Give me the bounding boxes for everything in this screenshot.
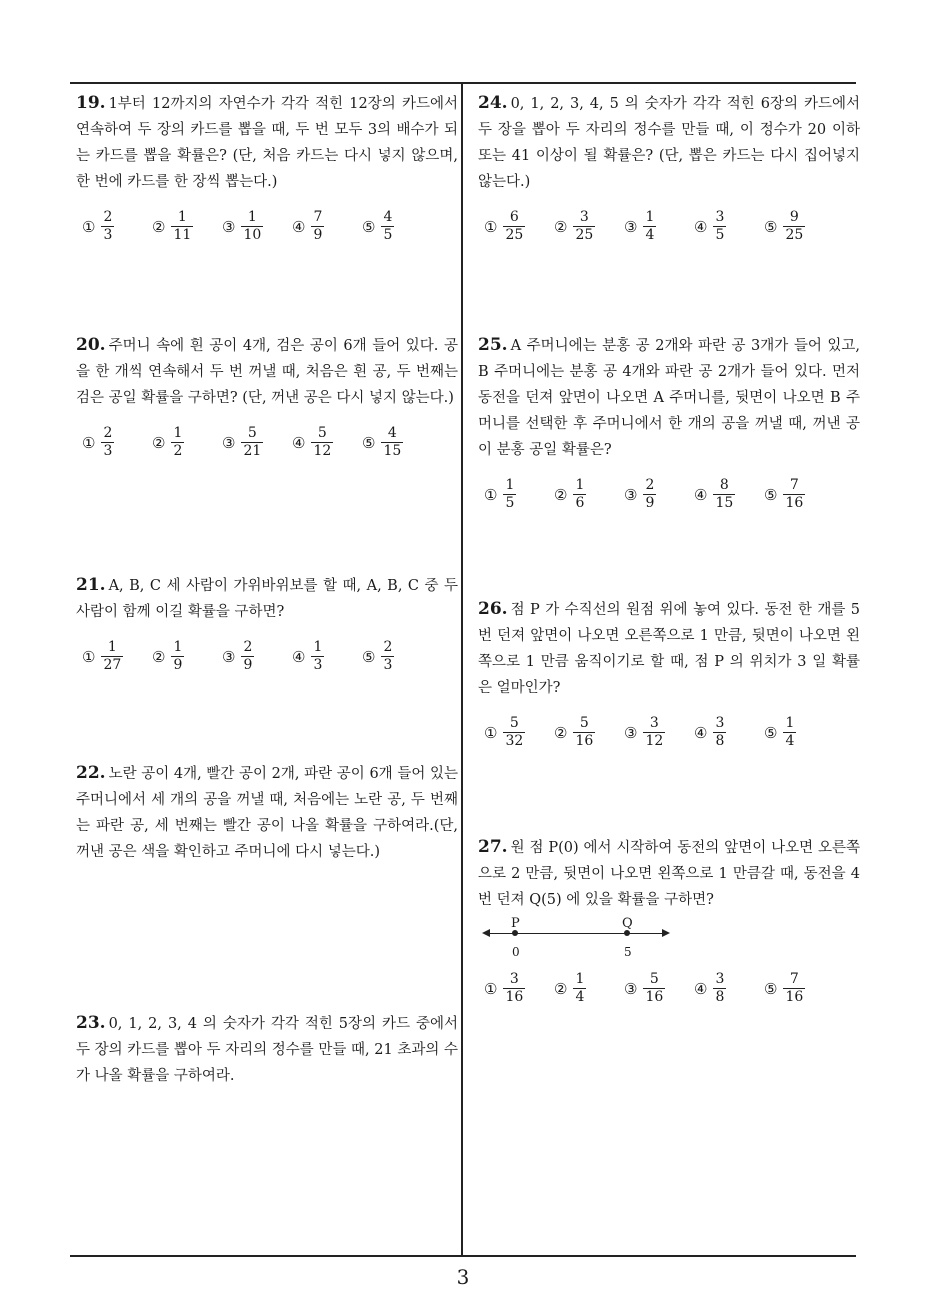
choice-marker: ③	[624, 723, 638, 742]
numerator: 3	[509, 971, 519, 987]
choice-marker: ⑤	[362, 433, 376, 452]
choice-marker: ②	[554, 723, 568, 742]
answer-choices	[76, 425, 458, 460]
choice-marker: ③	[222, 433, 236, 452]
choice-3[interactable]	[624, 209, 694, 244]
answer-choices	[478, 971, 860, 1006]
denominator: 16	[785, 989, 804, 1005]
answer-choices	[76, 209, 458, 244]
choice-3[interactable]	[624, 971, 694, 1006]
numerator: 2	[243, 639, 253, 655]
fraction	[783, 971, 805, 1006]
right-arrow-icon	[662, 929, 670, 937]
numerator: 1	[575, 477, 585, 493]
fraction	[713, 209, 726, 244]
fraction	[171, 639, 184, 674]
numerator: 5	[509, 715, 519, 731]
choice-4[interactable]	[292, 209, 362, 244]
problem-26-text	[478, 596, 860, 701]
numerator: 2	[383, 639, 393, 655]
problem-22-text	[76, 760, 458, 865]
fraction	[643, 971, 665, 1006]
choice-1[interactable]	[82, 425, 152, 460]
denominator: 12	[645, 733, 664, 749]
denominator: 3	[313, 657, 323, 673]
fraction	[783, 209, 805, 244]
denominator: 25	[505, 227, 524, 243]
fraction	[713, 971, 726, 1006]
numerator: 7	[789, 477, 799, 493]
numerator: 1	[107, 639, 117, 655]
choice-2[interactable]	[554, 477, 624, 512]
denominator: 9	[313, 227, 323, 243]
choice-4[interactable]	[292, 639, 362, 674]
denominator: 16	[785, 495, 804, 511]
problem-statement: 노란 공이 4개, 빨간 공이 2개, 파란 공이 6개 들어 있는 주머니에서 세 개의 공을 꺼낼 때, 처음에는 노란 공, 두 번째는 파란 공, 세 번째는 빨간 공이 나올 확률을 구하여라.(단, 꺼낸 공은 색을 확인하고 주머니에 다시 넣는다.)	[76, 766, 458, 860]
choice-4[interactable]	[694, 477, 764, 512]
problem-statement: 0, 1, 2, 3, 4, 5 의 숫자가 각각 적힌 6장의 카드에서 두 장을 뽑아 두 자리의 정수를 만들 때, 이 정수가 20 이하 또는 41 이상이 될 확률은? (단, 뽑은 카드는 다시 집어넣지 않는다.)	[478, 96, 860, 190]
numerator: 1	[645, 209, 655, 225]
denominator: 5	[383, 227, 393, 243]
problem-number: 22.	[76, 763, 106, 783]
fraction	[101, 425, 114, 460]
answer-choices	[478, 209, 860, 244]
denominator: 12	[313, 443, 332, 459]
choice-5[interactable]	[764, 715, 834, 750]
choice-marker: ⑤	[362, 647, 376, 666]
denominator: 4	[575, 989, 585, 1005]
denominator: 5	[505, 495, 515, 511]
numerator: 1	[247, 209, 257, 225]
numerator: 1	[177, 209, 187, 225]
fraction	[241, 425, 263, 460]
choice-4[interactable]	[694, 209, 764, 244]
fraction	[311, 209, 324, 244]
choice-marker: ①	[484, 979, 498, 998]
choice-marker: ①	[484, 723, 498, 742]
choice-marker: ①	[484, 485, 498, 504]
denominator: 16	[645, 989, 664, 1005]
denominator: 15	[383, 443, 402, 459]
denominator: 4	[785, 733, 795, 749]
choice-marker: ④	[694, 979, 708, 998]
problem-26	[478, 596, 860, 750]
numerator: 5	[247, 425, 257, 441]
choice-marker: ①	[484, 217, 498, 236]
fraction	[643, 715, 665, 750]
choice-marker: ①	[82, 647, 96, 666]
denominator: 16	[575, 733, 594, 749]
fraction	[503, 477, 516, 512]
denominator: 32	[505, 733, 524, 749]
choice-marker: ④	[694, 485, 708, 504]
denominator: 9	[243, 657, 253, 673]
choice-1[interactable]	[484, 477, 554, 512]
problem-number: 26.	[478, 599, 508, 619]
problem-23-text	[76, 1010, 458, 1089]
left-arrow-icon	[482, 929, 490, 937]
problem-24	[478, 90, 860, 244]
denominator: 3	[103, 443, 113, 459]
denominator: 27	[103, 657, 122, 673]
choice-marker: ④	[292, 217, 306, 236]
numerator: 2	[103, 425, 113, 441]
fraction	[381, 425, 403, 460]
choice-2[interactable]	[152, 639, 222, 674]
fraction	[783, 715, 796, 750]
fraction	[573, 477, 586, 512]
denominator: 3	[383, 657, 393, 673]
choice-3[interactable]	[222, 425, 292, 460]
denominator: 25	[785, 227, 804, 243]
choice-2[interactable]	[554, 209, 624, 244]
choice-3[interactable]	[222, 639, 292, 674]
numerator: 3	[579, 209, 589, 225]
choice-3[interactable]	[624, 715, 694, 750]
denominator: 2	[173, 443, 183, 459]
numerator: 8	[719, 477, 729, 493]
choice-marker: ②	[152, 217, 166, 236]
choice-2[interactable]	[554, 715, 624, 750]
answer-choices	[478, 715, 860, 750]
answer-choices	[76, 639, 458, 674]
choice-5[interactable]	[362, 639, 432, 674]
numerator: 7	[313, 209, 323, 225]
choice-5[interactable]	[362, 425, 432, 460]
problem-27-text	[478, 834, 860, 913]
point-q-label: Q	[622, 916, 633, 931]
problem-20-text	[76, 332, 458, 411]
fraction	[503, 971, 525, 1006]
problem-statement: 주머니 속에 흰 공이 4개, 검은 공이 6개 들어 있다. 공을 한 개씩 연속해서 두 번 꺼낼 때, 처음은 흰 공, 두 번째는 검은 공일 확률을 구하면? (단, 꺼낸 공은 다시 넣지 않는다.)	[76, 338, 458, 406]
numerator: 2	[103, 209, 113, 225]
fraction	[241, 209, 263, 244]
numerator: 7	[789, 971, 799, 987]
choice-marker: ①	[82, 217, 96, 236]
problem-23	[76, 1010, 458, 1089]
choice-marker: ⑤	[362, 217, 376, 236]
choice-marker: ②	[554, 979, 568, 998]
fraction	[643, 209, 656, 244]
fraction	[241, 639, 254, 674]
fraction	[503, 209, 525, 244]
choice-4[interactable]	[694, 715, 764, 750]
numerator: 1	[173, 425, 183, 441]
choice-marker: ①	[82, 433, 96, 452]
choice-5[interactable]	[764, 971, 834, 1006]
problem-statement: 원 점 P(0) 에서 시작하여 동전의 앞면이 나오면 오른쪽으로 2 만큼, 뒷면이 나오면 왼쪽으로 1 만큼갈 때, 동전을 4 번 던져 Q(5) 에 있을 확률을 구하면?	[478, 840, 860, 908]
problem-number: 23.	[76, 1013, 106, 1033]
choice-marker: ⑤	[764, 485, 778, 504]
choice-marker: ③	[222, 647, 236, 666]
choice-4[interactable]	[292, 425, 362, 460]
choice-marker: ②	[152, 647, 166, 666]
problem-27	[478, 834, 860, 1006]
number-line-diagram	[482, 913, 682, 959]
numerator: 4	[387, 425, 397, 441]
choice-2[interactable]	[152, 425, 222, 460]
denominator: 11	[173, 227, 192, 243]
choice-marker: ⑤	[764, 217, 778, 236]
denominator: 3	[103, 227, 113, 243]
numerator: 3	[715, 715, 725, 731]
numerator: 3	[649, 715, 659, 731]
choice-2[interactable]	[152, 209, 222, 244]
choice-1[interactable]	[484, 209, 554, 244]
problem-number: 20.	[76, 335, 106, 355]
choice-marker: ③	[624, 485, 638, 504]
numerator: 1	[785, 715, 795, 731]
fraction	[101, 209, 114, 244]
denominator: 10	[243, 227, 262, 243]
choice-marker: ③	[624, 979, 638, 998]
choice-4[interactable]	[694, 971, 764, 1006]
choice-5[interactable]	[764, 477, 834, 512]
numerator: 2	[645, 477, 655, 493]
point-p-label: P	[511, 916, 520, 931]
problem-statement: 0, 1, 2, 3, 4 의 숫자가 각각 적힌 5장의 카드 중에서 두 장의 카드를 뽑아 두 자리의 정수를 만들 때, 21 초과의 수가 나올 확률을 구하여라.	[76, 1016, 458, 1084]
choice-marker: ③	[624, 217, 638, 236]
denominator: 9	[173, 657, 183, 673]
denominator: 6	[575, 495, 585, 511]
denominator: 8	[715, 733, 725, 749]
problem-number: 24.	[478, 93, 508, 113]
denominator: 21	[243, 443, 262, 459]
problem-20	[76, 332, 458, 460]
choice-marker: ⑤	[764, 723, 778, 742]
problem-22	[76, 760, 458, 865]
problem-statement: 1부터 12까지의 자연수가 각각 적힌 12장의 카드에서 연속하여 두 장의 카드를 뽑을 때, 두 번 모두 3의 배수가 되는 카드를 뽑을 확률은? (단, 처음 카드는 다시 넣지 않으며, 한 번에 카드를 한 장씩 뽑는다.)	[76, 96, 458, 190]
problem-24-text	[478, 90, 860, 195]
choice-marker: ④	[292, 647, 306, 666]
numerator: 3	[715, 209, 725, 225]
denominator: 25	[575, 227, 594, 243]
problem-19-text	[76, 90, 458, 195]
denominator: 8	[715, 989, 725, 1005]
denominator: 9	[645, 495, 655, 511]
numerator: 1	[313, 639, 323, 655]
numerator: 1	[173, 639, 183, 655]
column-divider	[461, 82, 463, 1257]
problem-number: 21.	[76, 575, 106, 595]
problem-21	[76, 572, 458, 674]
bottom-rule	[70, 1255, 856, 1257]
choice-marker: ②	[152, 433, 166, 452]
problem-19	[76, 90, 458, 244]
denominator: 5	[715, 227, 725, 243]
problem-21-text	[76, 572, 458, 625]
tick-label-0: 0	[512, 945, 520, 959]
fraction	[643, 477, 656, 512]
choice-marker: ④	[694, 723, 708, 742]
choice-marker: ④	[694, 217, 708, 236]
choice-3[interactable]	[624, 477, 694, 512]
fraction	[171, 209, 193, 244]
choice-marker: ②	[554, 217, 568, 236]
choice-5[interactable]	[362, 209, 432, 244]
fraction	[381, 209, 394, 244]
fraction	[573, 715, 595, 750]
choice-marker: ③	[222, 217, 236, 236]
fraction	[783, 477, 805, 512]
tick-label-5: 5	[624, 945, 632, 959]
numerator: 5	[317, 425, 327, 441]
numerator: 6	[509, 209, 519, 225]
fraction	[101, 639, 123, 674]
choice-marker: ④	[292, 433, 306, 452]
problem-number: 25.	[478, 335, 508, 355]
fraction	[311, 639, 324, 674]
problem-25-text	[478, 332, 860, 463]
fraction	[713, 715, 726, 750]
denominator: 16	[505, 989, 524, 1005]
fraction	[381, 639, 394, 674]
problem-statement: A, B, C 세 사람이 가위바위보를 할 때, A, B, C 중 두 사람이 함께 이길 확률을 구하면?	[76, 578, 458, 620]
fraction	[503, 715, 525, 750]
problem-25	[478, 332, 860, 512]
denominator: 15	[715, 495, 734, 511]
fraction	[573, 971, 586, 1006]
numerator: 1	[505, 477, 515, 493]
problem-number: 27.	[478, 837, 508, 857]
numerator: 5	[649, 971, 659, 987]
problem-statement: 점 P 가 수직선의 원점 위에 놓여 있다. 동전 한 개를 5번 던져 앞면이 나오면 오른쪽으로 1 만큼, 뒷면이 나오면 왼쪽으로 1 만큼 움직이기로 할 때, 점 P 의 위치가 3 일 확률은 얼마인가?	[478, 602, 860, 696]
choice-marker: ②	[554, 485, 568, 504]
problem-number: 19.	[76, 93, 106, 113]
numerator: 9	[789, 209, 799, 225]
fraction	[713, 477, 735, 512]
denominator: 4	[645, 227, 655, 243]
choice-3[interactable]	[222, 209, 292, 244]
choice-1[interactable]	[484, 971, 554, 1006]
numerator: 4	[383, 209, 393, 225]
numerator: 3	[715, 971, 725, 987]
answer-choices	[478, 477, 860, 512]
page-number: 3	[456, 1265, 470, 1289]
choice-1[interactable]	[484, 715, 554, 750]
fraction	[311, 425, 333, 460]
numerator: 5	[579, 715, 589, 731]
fraction	[573, 209, 595, 244]
choice-marker: ⑤	[764, 979, 778, 998]
choice-1[interactable]	[82, 639, 152, 674]
top-rule	[70, 82, 856, 84]
numerator: 1	[575, 971, 585, 987]
fraction	[171, 425, 184, 460]
choice-5[interactable]	[764, 209, 834, 244]
choice-1[interactable]	[82, 209, 152, 244]
choice-2[interactable]	[554, 971, 624, 1006]
problem-statement: A 주머니에는 분홍 공 2개와 파란 공 3개가 들어 있고, B 주머니에는 분홍 공 4개와 파란 공 2개가 들어 있다. 먼저 동전을 던져 앞면이 나오면 A 주머니를, 뒷면이 나오면 B 주머니를 선택한 후 주머니에서 한 개의 공을 꺼낼 때, 꺼낸 공이 분홍 공일 확률은?	[478, 338, 860, 458]
